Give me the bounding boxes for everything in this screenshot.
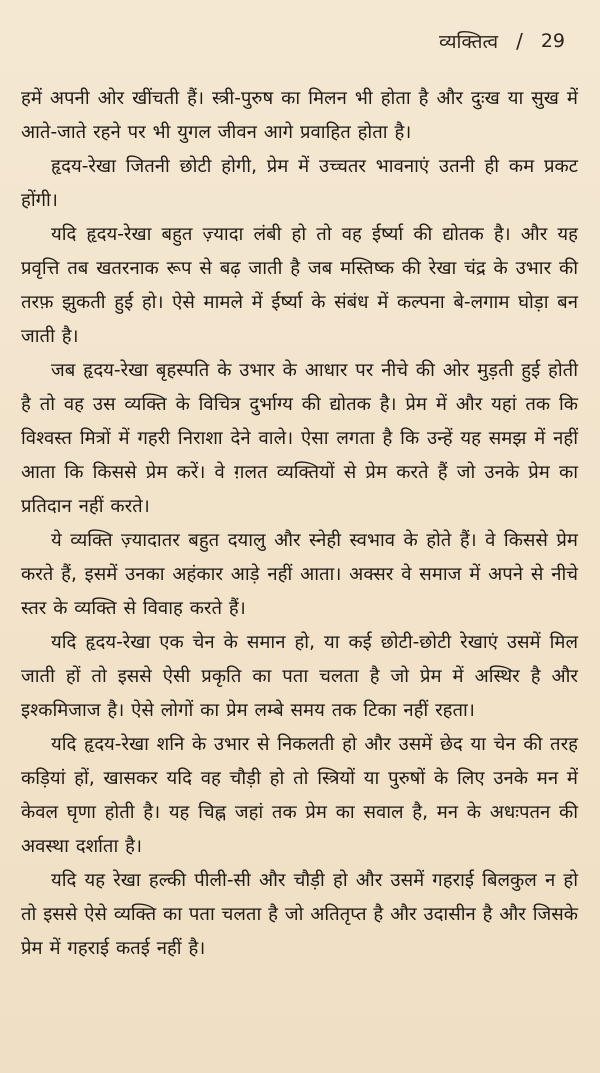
- paragraph-7: यदि हृदय-रेखा शनि के उभार से निकलती हो और उसमें छेद या चेन की तरह कड़ियां हों, खासकर यदि वह चौड़ी हो तो स्त्रियों या पुरुषों के लिए उनके मन में केवल घृणा होती है। यह चिह्न जहां तक प्रेम का सवाल है, मन के अधःपतन की अवस्था दर्शाता है।: [21, 734, 578, 857]
- header-separator: /: [516, 29, 523, 53]
- paragraph-4: जब हृदय-रेखा बृहस्पति के उभार के आधार पर नीचे की ओर मुड़ती हुई होती है तो वह उस व्यक्ति के विचित्र दुर्भाग्य की द्योतक है। प्रेम में और यहां तक कि विश्वस्त मित्रों में गहरी निराशा देने वाले। ऐसा लगता है कि उन्हें यह समझ में नहीं आता कि किससे प्रेम करें। वे ग़लत व्यक्तियों से प्रेम करते हैं जो उनके प्रेम का प्रतिदान नहीं करते।: [21, 360, 578, 517]
- paragraph-2: हृदय-रेखा जितनी छोटी होगी, प्रेम में उच्चतर भावनाएं उतनी ही कम प्रकट होंगी।: [21, 156, 578, 211]
- page-content: [21, 82, 578, 966]
- paragraph-1: हमें अपनी ओर खींचती हैं। स्त्री-पुरुष का मिलन भी होता है और दुःख या सुख में आते-जाते रहने पर भी युगल जीवन आगे प्रवाहित होता है।: [21, 88, 578, 143]
- page-header: [21, 0, 578, 82]
- paragraph-5: ये व्यक्ति ज़्यादातर बहुत दयालु और स्नेही स्वभाव के होते हैं। वे किससे प्रेम करते हैं, इसमें उनका अहंकार आड़े नहीं आता। अक्सर वे समाज में अपने से नीचे स्तर के व्यक्ति से विवाह करते हैं।: [21, 530, 578, 619]
- paragraph-6: यदि हृदय-रेखा एक चेन के समान हो, या कई छोटी-छोटी रेखाएं उसमें मिल जाती हों तो इससे ऐसी प्रकृति का पता चलता है जो प्रेम में अस्थिर है और इश्कमिजाज है। ऐसे लोगों का प्रेम लम्बे समय तक टिका नहीं रहता।: [21, 632, 578, 721]
- paragraph-3: यदि हृदय-रेखा बहुत ज़्यादा लंबी हो तो वह ईर्ष्या की द्योतक है। और यह प्रवृत्ति तब खतरनाक रूप से बढ़ जाती है जब मस्तिष्क की रेखा चंद्र के उभार की तरफ़ झुकती हुई हो। ऐसे मामले में ईर्ष्या के संबंध में कल्पना बे-लगाम घोड़ा बन जाती है।: [21, 224, 578, 347]
- paragraph-8: यदि यह रेखा हल्की पीली-सी और चौड़ी हो और उसमें गहराई बिलकुल न हो तो इससे ऐसे व्यक्ति का पता चलता है जो अतितृप्त है और उदासीन है और जिसके प्रेम में गहराई कतई नहीं है।: [21, 870, 578, 959]
- running-head-title: व्यक्तित्व: [439, 31, 499, 53]
- page-number: 29: [540, 30, 565, 52]
